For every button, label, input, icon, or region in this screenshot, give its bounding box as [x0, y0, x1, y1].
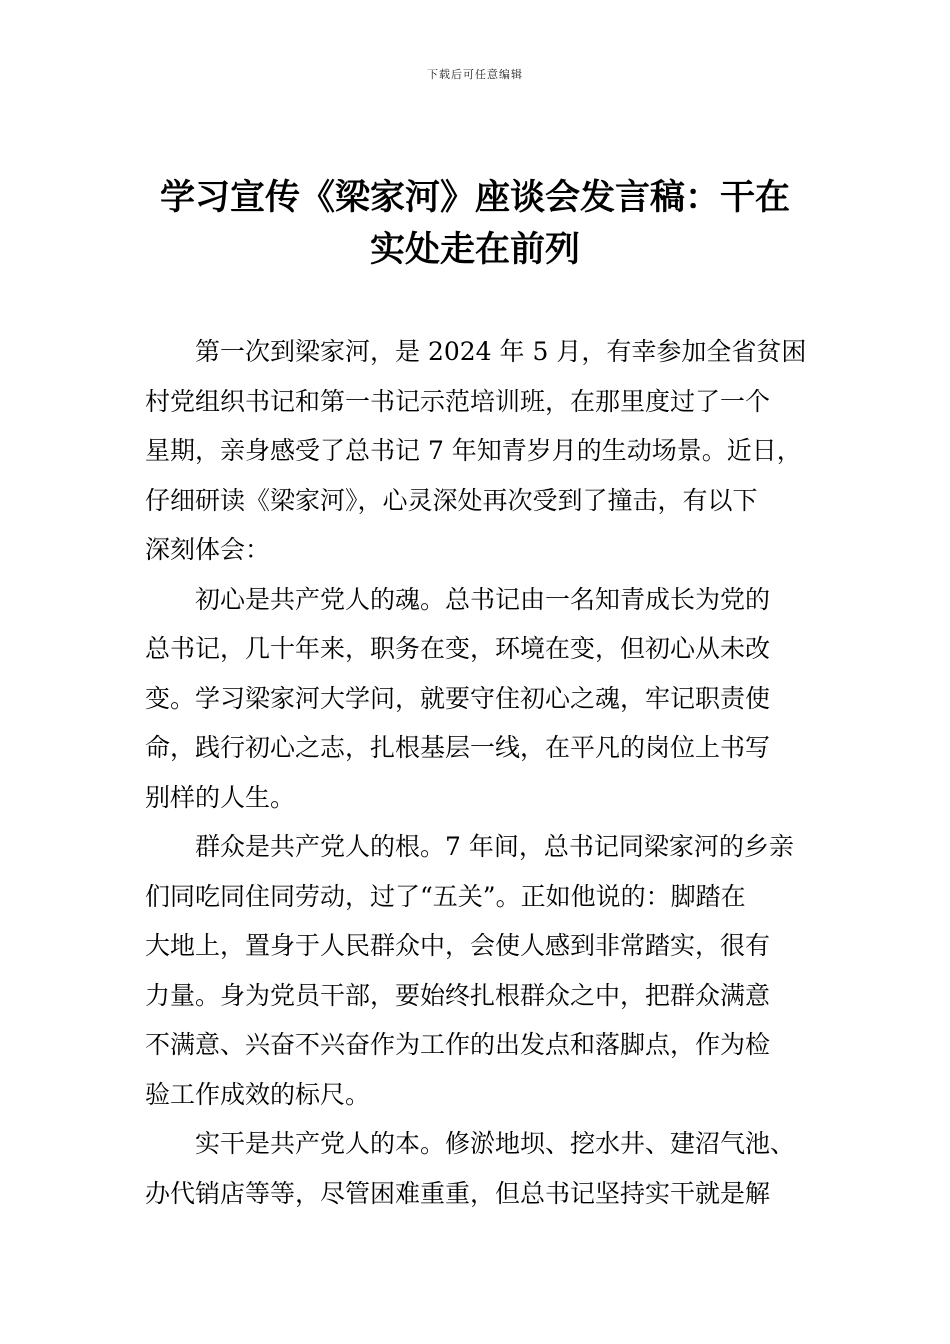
paragraph-line: 仔细研读《梁家河》，心灵深处再次受到了撞击，有以下 [145, 485, 758, 515]
paragraph-line: 命，践行初心之志，扎根基层一线，在平凡的岗位上书写 [145, 733, 771, 762]
header-note: 下载后可任意编辑 [427, 68, 523, 81]
paragraph-line: 深刻体会： [145, 535, 271, 564]
paragraph-line: 大地上，置身于人民群众中，会使人感到非常踏实，很有 [145, 931, 771, 960]
paragraph-line: 验工作成效的标尺。 [145, 1079, 371, 1109]
body-paragraph [145, 1119, 807, 1218]
body-paragraph [145, 822, 807, 1119]
paragraph-line: 别样的人生。 [145, 782, 296, 812]
document-title [145, 172, 805, 276]
paragraph-line: 实干是共产党人的本。修淤地坝、挖水井、建沼气池、 [195, 1129, 796, 1158]
title-line-1: 学习宣传《梁家河》座谈会发言稿：干在 [159, 178, 790, 218]
document-body [145, 327, 807, 1218]
paragraph-line: 第一次到梁家河，是 2024 年 5 月，有幸参加全省贫困 [195, 337, 807, 366]
paragraph-line: 初心是共产党人的魂。总书记由一名知青成长为党的 [195, 584, 771, 614]
paragraph-line: 群众是共产党人的根。7 年间，总书记同梁家河的乡亲 [195, 832, 794, 861]
paragraph-line: 变。学习梁家河大学问，就要守住初心之魂，牢记职责使 [145, 683, 771, 713]
paragraph-line: 村党组织书记和第一书记示范培训班，在那里度过了一个 [145, 386, 771, 416]
body-paragraph [145, 327, 807, 575]
paragraph-line: 力量。身为党员干部，要始终扎根群众之中，把群众满意 [145, 980, 771, 1010]
paragraph-line: 星期，亲身感受了总书记 7 年知青岁月的生动场景。近日， [145, 436, 802, 465]
paragraph-line: 总书记，几十年来，职务在变，环境在变，但初心从未改 [145, 634, 771, 663]
paragraph-line: 办代销店等等，尽管困难重重，但总书记坚持实干就是解 [145, 1178, 771, 1208]
body-paragraph [145, 575, 807, 823]
paragraph-line: 不满意、兴奋不兴奋作为工作的出发点和落脚点，作为检 [145, 1030, 771, 1059]
title-line-2: 实处走在前列 [369, 230, 580, 270]
paragraph-line: 们同吃同住同劳动，过了“五关”。正如他说的：脚踏在 [145, 881, 746, 911]
